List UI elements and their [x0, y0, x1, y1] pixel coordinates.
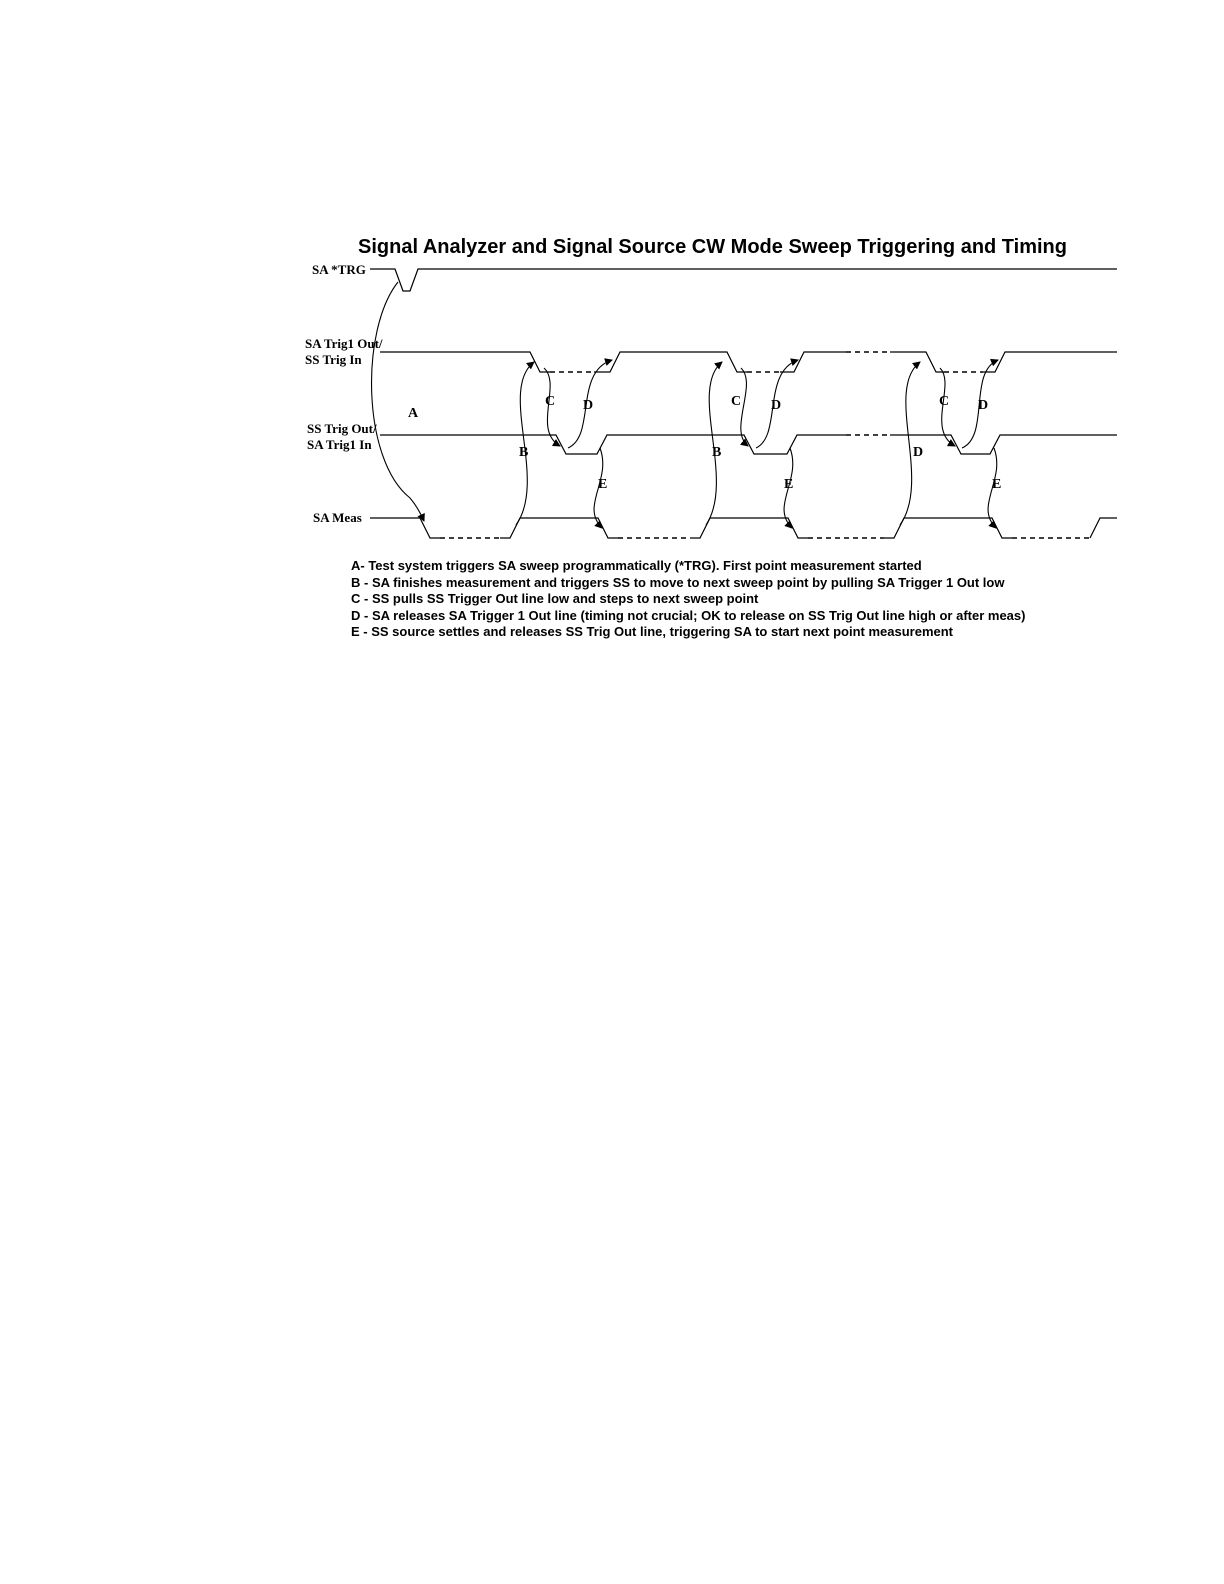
signal-label-sa-meas: SA Meas — [313, 510, 362, 525]
marker-c-1: C — [545, 394, 556, 409]
waveform-sa-meas — [370, 518, 1117, 538]
waveform-ss-trig-out — [380, 435, 1117, 454]
signal-label-sa-trig1-out: SA Trig1 Out/ — [305, 336, 383, 351]
legend-item-c: C - SS pulls SS Trigger Out line low and steps to next sweep point — [351, 591, 759, 606]
signal-label-ss-trig-in: SS Trig In — [305, 352, 362, 367]
arrows-e — [594, 448, 997, 528]
legend — [351, 558, 1025, 639]
arrows-c — [544, 368, 955, 446]
marker-e-2: E — [784, 477, 794, 492]
marker-b-2: B — [712, 445, 722, 460]
waveform-sa-trig1-out — [380, 352, 1117, 372]
marker-e-3: E — [992, 477, 1002, 492]
legend-item-e: E - SS source settles and releases SS Trig Out line, triggering SA to start next point measurement — [351, 624, 954, 639]
arrows-b — [516, 362, 920, 525]
legend-item-b: B - SA finishes measurement and triggers SS to move to next sweep point by pulling SA Trigger 1 Out low — [351, 575, 1005, 590]
legend-item-a: A- Test system triggers SA sweep programmatically (*TRG). First point measurement started — [351, 558, 922, 573]
arrow-a — [372, 282, 424, 521]
waveform-sa-trg — [370, 269, 1117, 291]
diagram-title: Signal Analyzer and Signal Source CW Mode Sweep Triggering and Timing — [358, 236, 1067, 258]
marker-c-3: C — [939, 394, 950, 409]
signal-label-sa-trig1-in: SA Trig1 In — [307, 437, 372, 452]
marker-d-3: D — [913, 445, 924, 460]
marker-d-2: D — [771, 398, 782, 413]
marker-d-1: D — [583, 398, 594, 413]
marker-e-1: E — [598, 477, 608, 492]
signal-label-sa-trg: SA *TRG — [312, 262, 366, 277]
marker-d-4: D — [978, 398, 989, 413]
marker-c-2: C — [731, 394, 742, 409]
marker-a: A — [408, 406, 419, 421]
marker-b-1: B — [519, 445, 529, 460]
legend-item-d: D - SA releases SA Trigger 1 Out line (timing not crucial; OK to release on SS Trig Out line high or after meas) — [351, 608, 1026, 623]
signal-label-ss-trig-out: SS Trig Out/ — [307, 421, 377, 436]
